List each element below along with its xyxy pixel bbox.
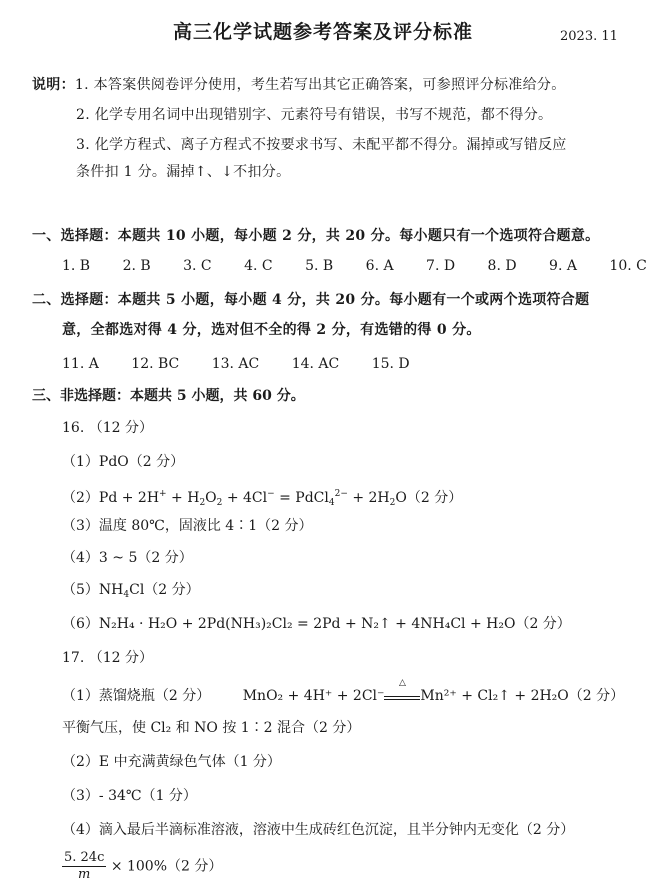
q16-a2-part4: = PdCl [274, 490, 329, 506]
q16-answer-6: （6）N₂H₄ · H₂O + 2Pd(NH₃)₂Cl₂ = 2Pd + N₂↑ + 4NH₄Cl + H₂O（2 分） [62, 616, 571, 632]
answer-10: 10. C [609, 258, 647, 274]
answer-15: 15. D [371, 356, 410, 372]
q16-answer-1: （1）PdO（2 分） [62, 454, 185, 470]
section2-answers [62, 354, 410, 374]
answer-9: 9. A [549, 258, 577, 274]
delta-icon: △ [398, 678, 406, 688]
document-date: 2023. 11 [560, 29, 618, 44]
note-1-text: 1. 本答案供阅卷评分使用，考生若写出其它正确答案，可参照评分标准给分。 [74, 77, 566, 93]
q17-a5-suffix: × 100%（2 分） [110, 858, 223, 875]
section2-heading-a: 二、选择题：本题共 5 小题，每小题 4 分，共 20 分。每小题有一个或两个选项符合题 [32, 292, 590, 308]
q17-answer-3: （3）- 34℃（1 分） [62, 788, 197, 804]
q16-answer-5: $(5)NH_4Cl(2$ 分） [62, 582, 200, 600]
q16-a2-part5: + 2H [347, 490, 390, 506]
q16-a2-part6: O（2 分） [395, 490, 463, 506]
q16-a2-part3: + 4Cl [222, 490, 268, 506]
q16-a2-part2: + H [166, 490, 200, 506]
fraction-denominator: m [78, 867, 91, 882]
note-1 [32, 75, 566, 95]
q16-a2-part1: （2）Pd + 2H [62, 490, 160, 506]
note-3a: 3. 化学方程式、离子方程式不按要求书写、未配平都不得分。漏掉或写错反应 [76, 137, 567, 153]
fraction [62, 850, 106, 883]
answer-5: 5. B [305, 258, 334, 274]
heating-condition-arrow [384, 678, 420, 700]
q17-answer-2: （2）E 中充满黄绿色气体（1 分） [62, 754, 281, 770]
q17-answer-4: （4）滴入最后半滴标准溶液，溶液中生成砖红色沉淀，且半分钟内无变化（2 分） [62, 822, 575, 838]
q16-a5-part1: （5）NH [62, 582, 124, 598]
answer-4: 4. C [244, 258, 273, 274]
q17-a1-label: （1）蒸馏烧瓶（2 分） [62, 688, 211, 704]
notes-label: 说明： [32, 77, 75, 93]
q17-answer-1 [62, 678, 625, 706]
answer-1: 1. B [62, 258, 91, 274]
q17-answer-5 [62, 850, 222, 883]
answer-3: 3. C [183, 258, 212, 274]
q16-a5-part2: Cl（2 分） [129, 582, 200, 598]
q17-a1-equation-left: MnO₂ + 4H⁺ + 2Cl⁻ [242, 688, 385, 704]
answer-11: 11. A [62, 356, 99, 372]
note-3b: 条件扣 1 分。漏掉↑、↓不扣分。 [76, 164, 291, 180]
q17-a1-equation-right: Mn²⁺ + Cl₂↑ + 2H₂O（2 分） [420, 688, 625, 704]
q16-answer-3: （3）温度 80℃，固液比 4∶1（2 分） [62, 518, 313, 534]
note-2: 2. 化学专用名词中出现错别字、元素符号有错误，书写不规范，都不得分。 [76, 107, 553, 123]
answer-8: 8. D [487, 258, 517, 274]
section1-answers [62, 256, 647, 276]
q16-answer-2: $(2)Pd + 2H^+ + H_2O_2 + 4Cl^-$ = PdCl$_4^{2-}$ + $2H_2O(2$ 分） [62, 489, 463, 508]
answer-13: 13. AC [211, 356, 260, 372]
section3-heading: 三、非选择题：本题共 5 小题，共 60 分。 [32, 388, 305, 404]
answer-7: 7. D [426, 258, 456, 274]
section1-heading: 一、选择题：本题共 10 小题，每小题 2 分，共 20 分。每小题只有一个选项符合题意。 [32, 228, 600, 244]
answer-14: 14. AC [291, 356, 340, 372]
answer-6: 6. A [365, 258, 394, 274]
answer-2: 2. B [122, 258, 151, 274]
q16-title: 16. （12 分） [62, 420, 153, 436]
q17-answer-1-extra: 平衡气压，使 Cl₂ 和 NO 按 1∶2 混合（2 分） [62, 720, 361, 736]
page-title: 高三化学试题参考答案及评分标准 [173, 21, 474, 43]
q16-answer-4: （4）3 ~ 5（2 分） [62, 550, 193, 566]
q17-title: 17. （12 分） [62, 650, 153, 666]
fraction-numerator: 5. 24c [64, 850, 105, 865]
section2-heading-b: 意，全都选对得 4 分，选对但不全的得 2 分，有选错的得 0 分。 [62, 322, 481, 338]
answer-12: 12. BC [131, 356, 180, 372]
